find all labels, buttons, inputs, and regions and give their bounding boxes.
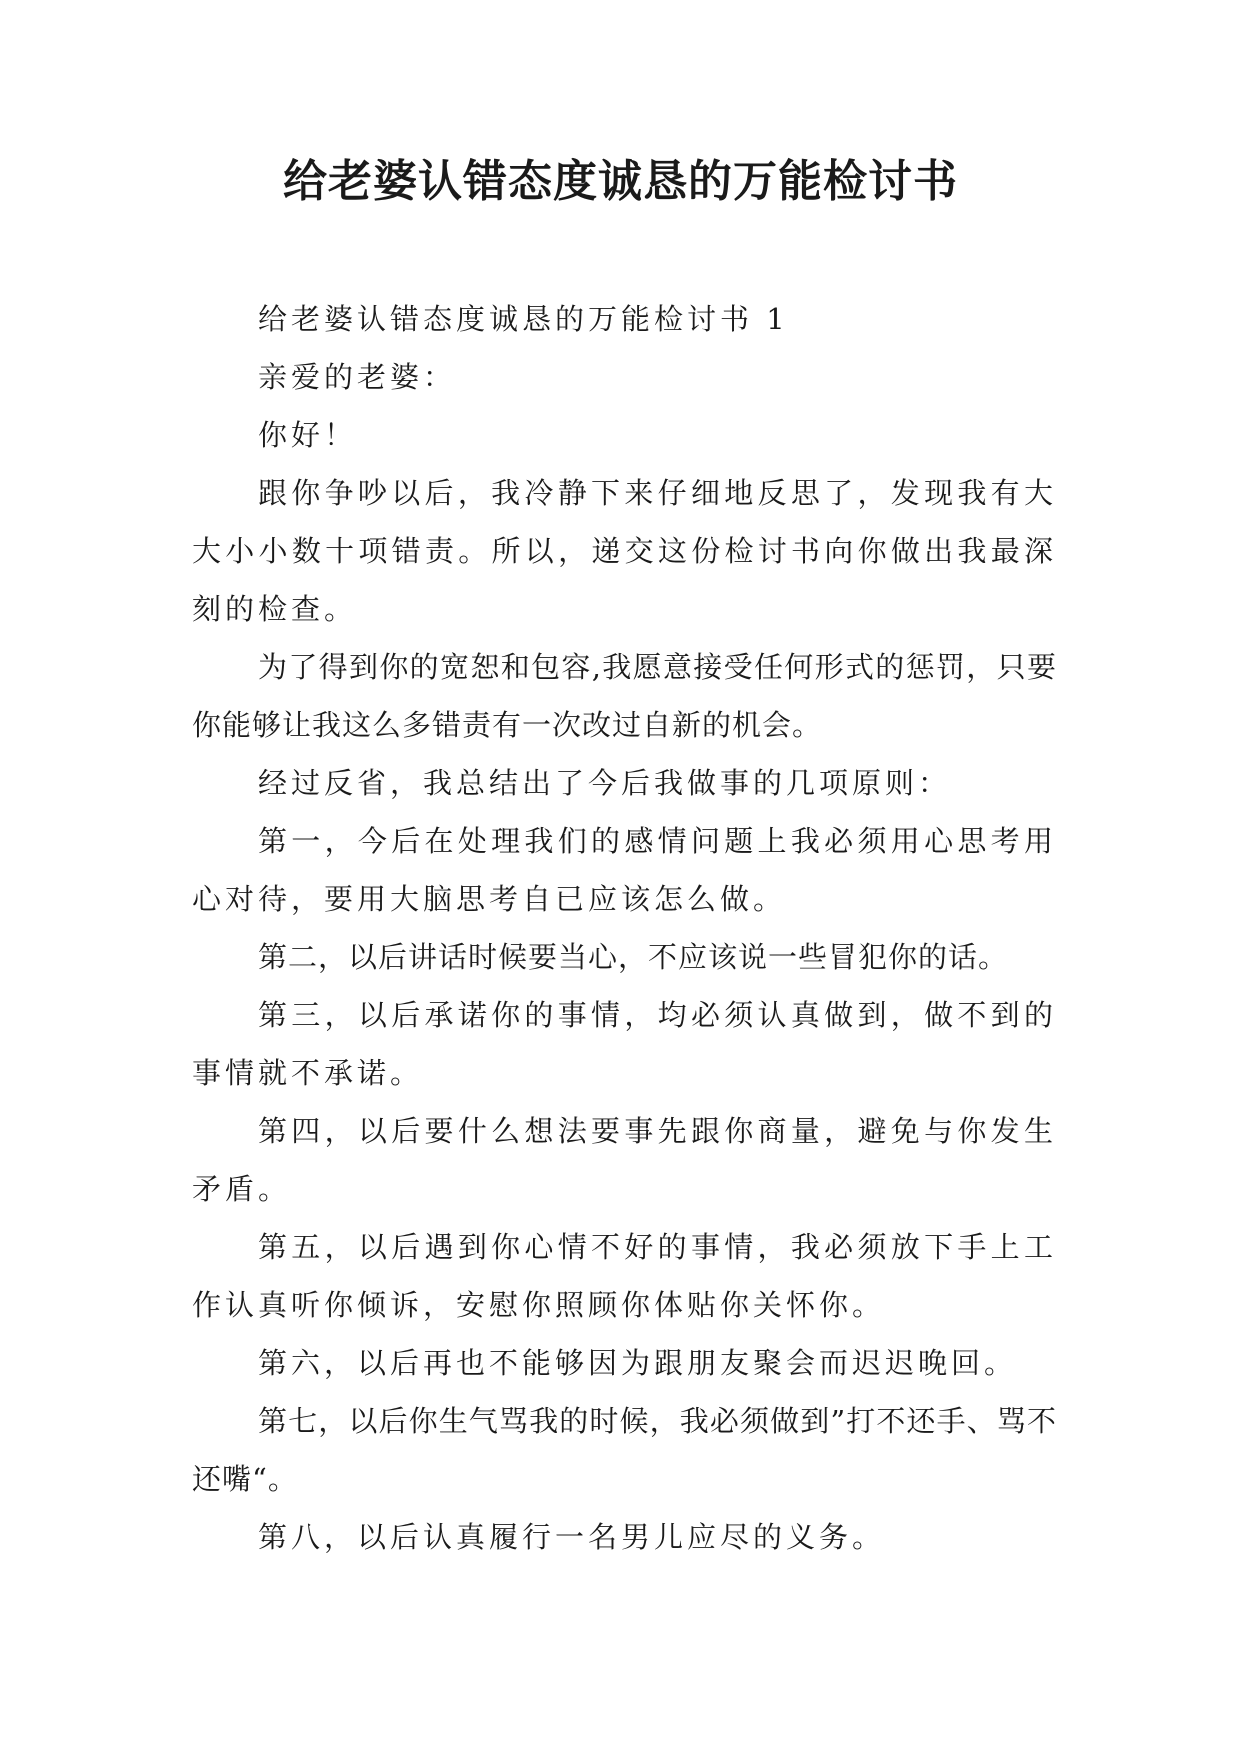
paragraph-heading: 给老婆认错态度诚恳的万能检讨书 1: [258, 302, 789, 336]
paragraph-salutation: 亲爱的老婆：: [258, 360, 457, 394]
paragraph-principle-4: 第四，以后要什么想法要事先跟你商量，避免与你发生矛盾。: [192, 1114, 1057, 1206]
paragraph-greeting: 你好！: [258, 418, 358, 452]
paragraph-principle-3: 第三，以后承诺你的事情，均必须认真做到，做不到的事情就不承诺。: [192, 998, 1057, 1090]
paragraph-principle-8: 第八，以后认真履行一名男儿应尽的义务。: [258, 1520, 886, 1554]
paragraph-reflection: 跟你争吵以后，我冷静下来仔细地反思了，发现我有大大小小数十项错责。所以，递交这份检讨书向你做出我最深刻的检查。: [192, 476, 1057, 626]
document-title: 给老婆认错态度诚恳的万能检讨书: [283, 156, 958, 207]
paragraph-principle-5: 第五，以后遇到你心情不好的事情，我必须放下手上工作认真听你倾诉，安慰你照顾你体贴你关怀你。: [192, 1230, 1057, 1322]
paragraph-principle-7: 第七，以后你生气骂我的时候，我必须做到”打不还手、骂不还嘴“。: [192, 1404, 1057, 1496]
document-body: [192, 290, 1057, 1566]
paragraph-forgiveness: 为了得到你的宽恕和包容,我愿意接受任何形式的惩罚，只要你能够让我这么多错责有一次改过自新的机会。: [192, 650, 1057, 742]
paragraph-principles-intro: 经过反省，我总结出了今后我做事的几项原则：: [258, 766, 952, 800]
paragraph-principle-6: 第六，以后再也不能够因为跟朋友聚会而迟迟晚回。: [258, 1346, 1018, 1380]
paragraph-principle-1: 第一，今后在处理我们的感情问题上我必须用心思考用心对待，要用大脑思考自已应该怎么做。: [192, 824, 1057, 916]
paragraph-principle-2: 第二，以后讲话时候要当心，不应该说一些冒犯你的话。: [258, 940, 1009, 974]
